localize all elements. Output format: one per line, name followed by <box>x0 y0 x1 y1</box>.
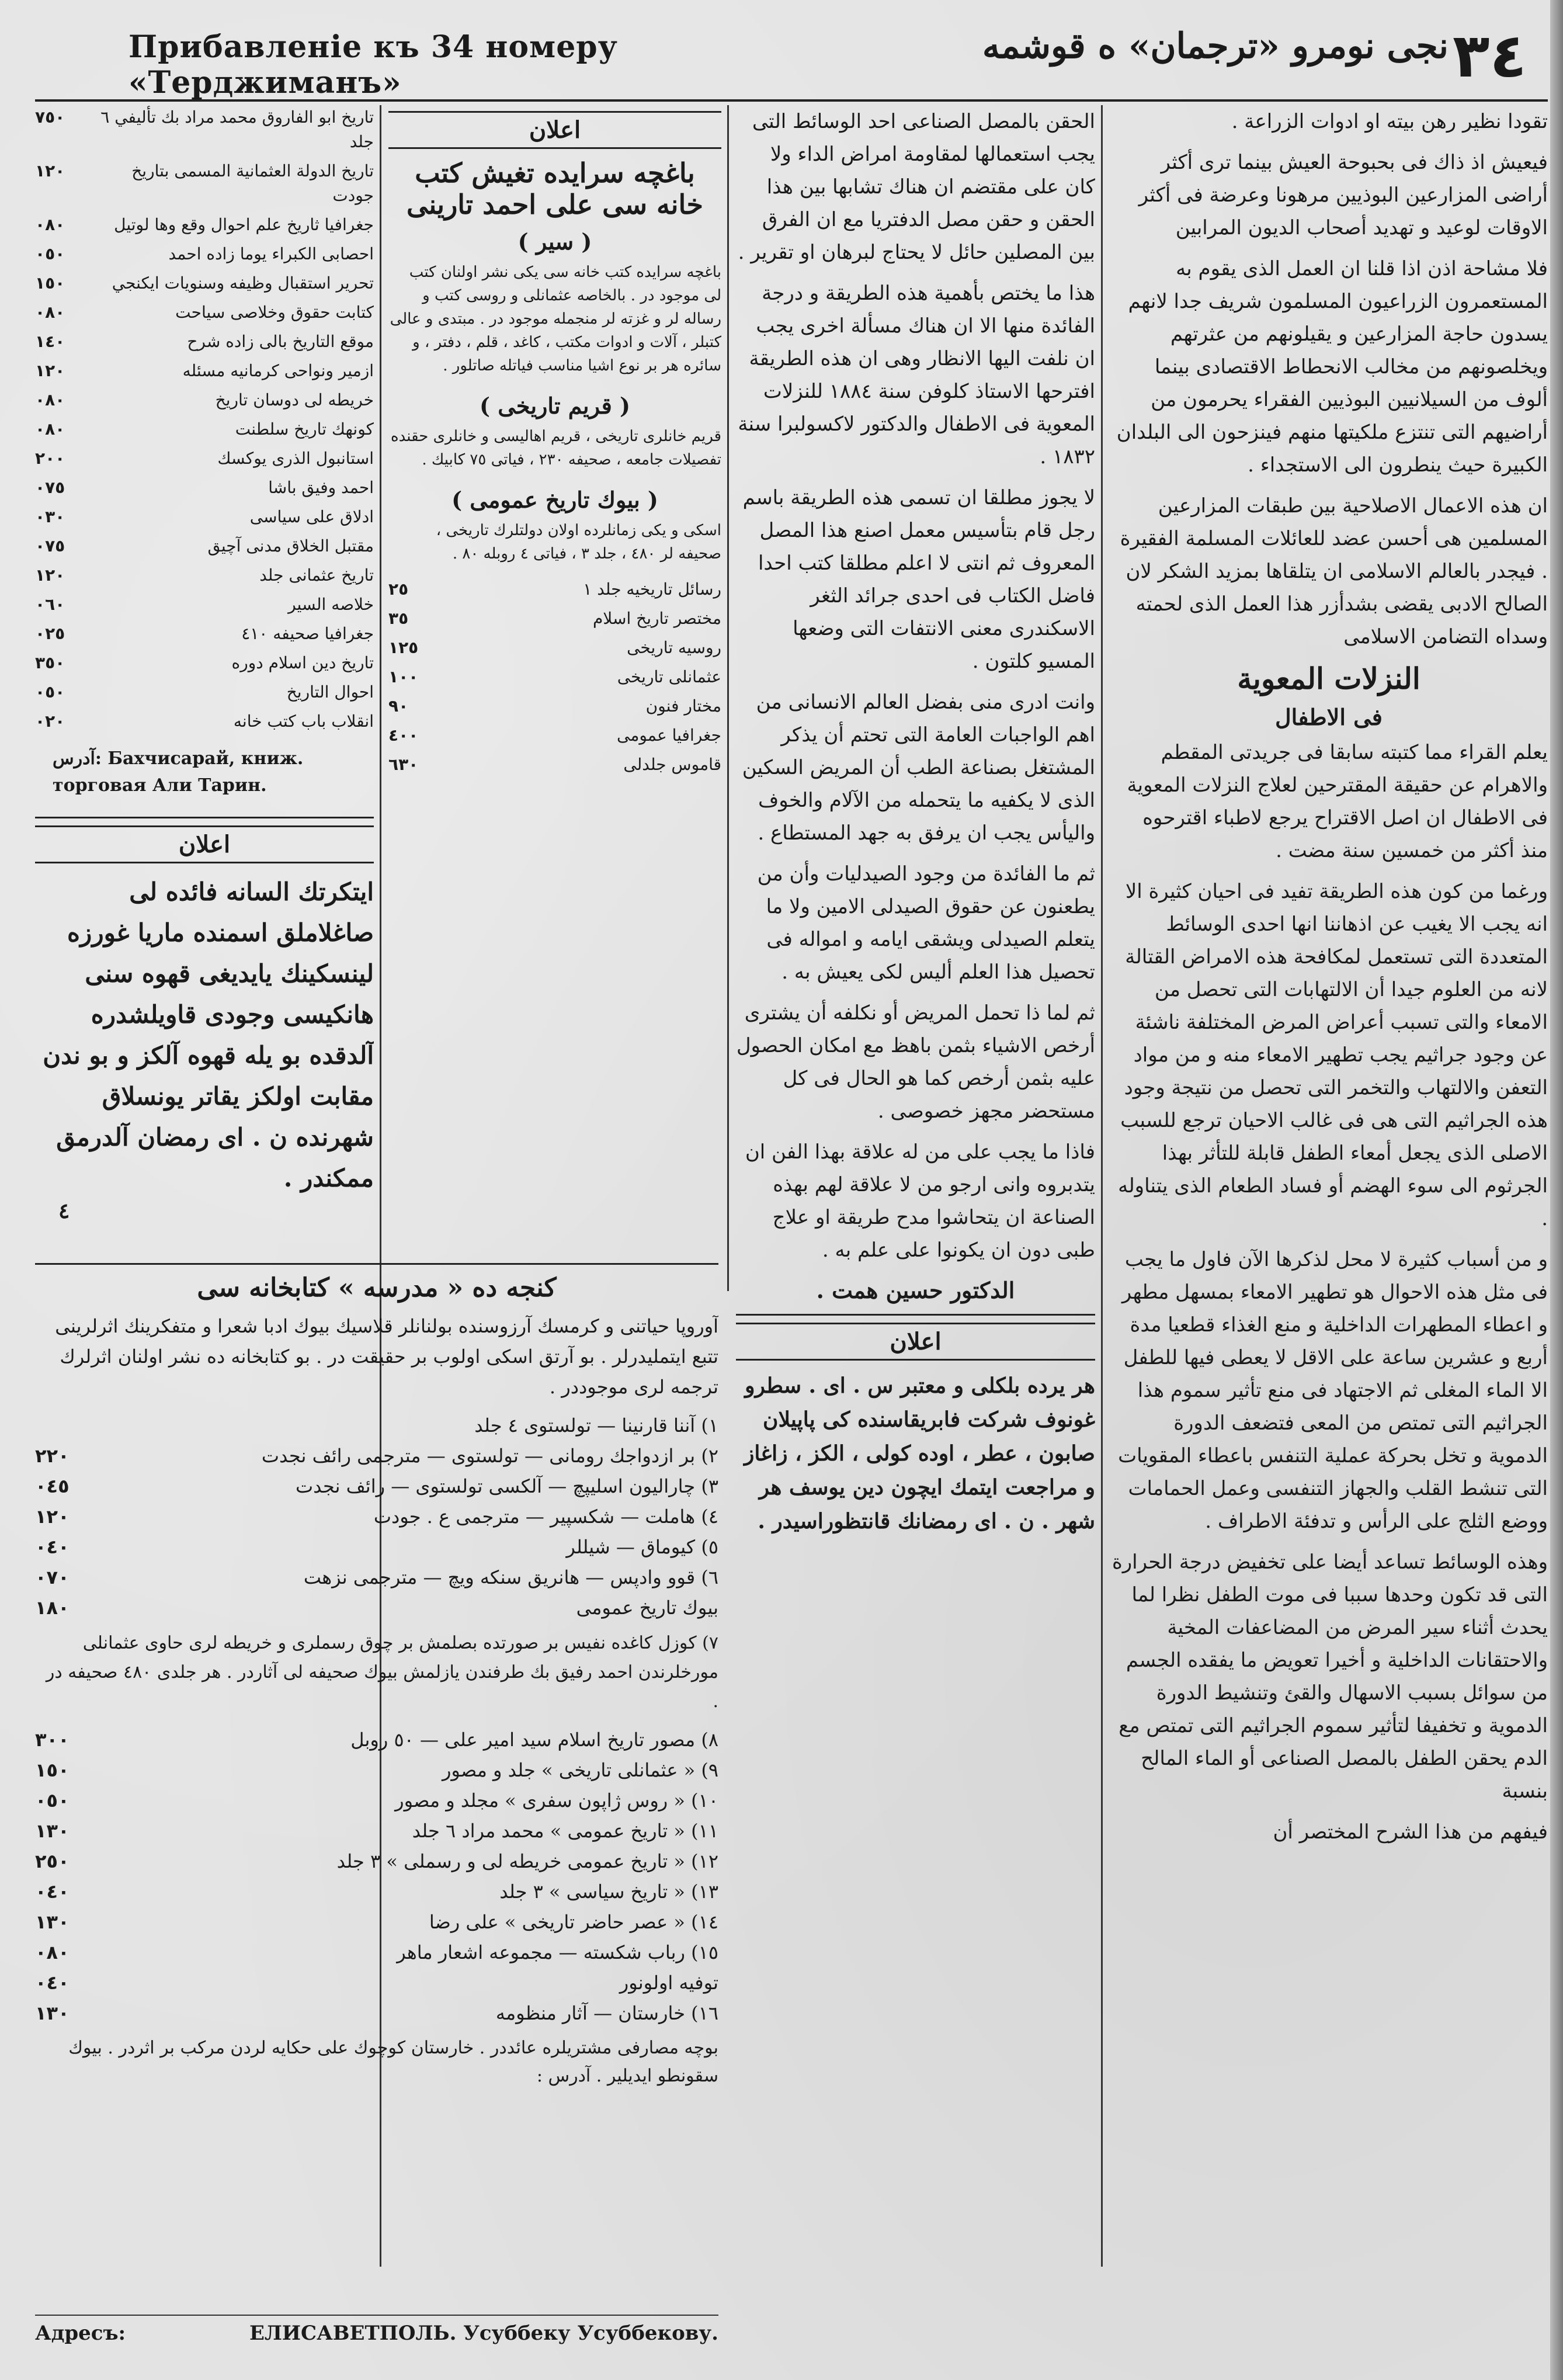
book-title: ٢) بر ازدواجك رومانى — تولستوى — مترجمى رائف نجدت <box>261 1445 718 1467</box>
column-rule <box>727 105 729 1291</box>
library-body: باغچه سرايده كتب خانه سى يكى نشر اولنان كتب لى موجود در . بالخاصه عثمانلى و روسى كتب و رساله لر و غزته لر منجمله موجود در . مبتدى و عالى كتبلر ، آلات و ادوات مكتب ، كاغد ، قلم ، دفتر ، و سائره هر بر نوع اشيا مناسب فياتله صاتلور . <box>390 263 721 374</box>
history-books-list <box>35 1725 718 2028</box>
book-item <box>35 1937 718 1968</box>
book-title: ٩) « عثمانلى تاريخى » جلد و مصور <box>442 1759 718 1781</box>
catalog-row <box>35 446 374 471</box>
book-item <box>35 1907 718 1937</box>
books-intro: آوروپا حياتنى و كرمسك آرزوسنده بولنانلر قلاسيك بيوك ادبا شعرا و متفكرينك اثرلرينى تتبع ايتمليدرلر . بو آرتق اسكى اولوب بر حقيقت در . بو كتابخانه ده نشر اولنان اثرلرك ترجمه لرى موجوددر . <box>55 1315 718 1398</box>
page-edge <box>1550 0 1563 2380</box>
price-value: ١٢٥ <box>388 638 419 657</box>
book-title: ١٣) « تاريخ سياسى » ٣ جلد <box>499 1881 718 1903</box>
catalog-price: ٠٨٠ <box>35 419 65 439</box>
article-intro-paragraphs <box>1110 105 1548 653</box>
catalog-row <box>35 505 374 529</box>
body-paragraph: وهذه الوسائط تساعد أيضا على تخفيض درجة الحرارة التى قد تكون وحدها سببا فى موت الطفل نظرا لما يحدث أثناء سير المرض من المضاعفات المخية والاحتقانات الداخلية و أخيرا تعويض ما يفقده الجسم من سوائل بسبب الاسهال والقئ وتنشيط الدورة الدموية و تخفيفا لتأثير سموم الجراثيم التى تمتص مع الدم يحقن الطفل بالمصل الصناعى أو الماء المالح بنسبة <box>1112 1550 1548 1803</box>
middle-heading: اعلان <box>388 111 721 149</box>
article-paragraphs <box>736 105 1095 1267</box>
price-desc: روسيه تاريخى <box>627 638 721 657</box>
library-title: باغچه سرايده تغيش كتب خانه سى على احمد تارينى <box>407 157 703 220</box>
book-item <box>35 1755 718 1785</box>
intro-paragraph: ان هذه الاعمال الاصلاحية بين طبقات المزارعين المسلمين هى أحسن عضد للعائلات المسلمة الفقيرة . فيجدر بالعالم الاسلامى ان يتلقاها بمزيد الشكر لان الصالح الادبى يقضى بشدأزر هذا العمل الذى لحمته وسداه التضامن الاسلامى <box>1120 494 1548 648</box>
book-item <box>35 1816 718 1846</box>
books-closing: بوچه مصارفى مشتريلره عائددر . خارستان كوچوك على حكايه لردن مركب بر اثردر . بيوك سقونطو ايديلير . آدرس : <box>68 2038 718 2086</box>
book-title: ١٢) « تاريخ عمومى خريطه لى و رسملى » ٣ جلد <box>336 1850 718 1872</box>
book-title: ١٥) رباب شكسته — مجموعه اشعار ماهر <box>397 1941 718 1963</box>
price-row <box>388 723 721 748</box>
book-item <box>35 1501 718 1532</box>
catalog-price: ٢٠٠ <box>35 449 65 468</box>
world-history-body: اسكى و يكى زمانلرده اولان دولتلرك تاريخى ، صحيفه لر ٤٨٠ ، جلد ٣ ، فياتى ٤ روبله ٨٠ . <box>436 522 721 563</box>
price-desc: جغرافيا عمومى <box>616 726 721 745</box>
book-price: ١٥٠ <box>35 1759 70 1781</box>
article-paragraph: ثم ما الفائدة من وجود الصيدليات وأن من يطعنون عن حقوق الصيدلى الامين ولا ما يتعلم الصيدلى ويشقى ايامه و امواله فى تحصيل هذا العلم أليس لكى يعيش به . <box>757 862 1095 984</box>
catalog-address: آدرس: Бахчисарай, книж. торговая Али Тарин. <box>53 748 304 796</box>
book-item <box>35 1532 718 1562</box>
soap-ad-body: هر يرده بلكلى و معتبر س . اى . سطرو غونوف شركت فابريقاسنده كى پاپيلان صابون ، عطر ، اوده كولى ، الكز ، زاغاز و مراجعت ايتمك ايچون دين يوسف هر شهر . ن . اى رمضانك قانتظوراسيدر . <box>744 1373 1095 1534</box>
book-price: ٠٥٠ <box>35 1789 70 1812</box>
catalog-price: ٠٨٠ <box>35 303 65 322</box>
catalog-desc: تاريخ الدولة العثمانية المسمى بتاريخ جودت <box>131 161 374 205</box>
book-title: ٨) مصور تاريخ اسلام سيد امير على — ٥٠ روبل <box>350 1729 718 1751</box>
catalog-row <box>35 242 374 266</box>
catalog-row <box>35 300 374 325</box>
catalog-desc: تاريخ دين اسلام دوره <box>231 653 374 672</box>
catalog-row <box>35 709 374 734</box>
body-paragraph: و من أسباب كثيرة لا محل لذكرها الآن فاول ما يجب فى مثل هذه الاحوال هو تطهير الامعاء بمسهل مطهر و اعطاء المطهرات الداخلية و منع الغذاء قطعيا مدة أربع و عشرين ساعة على الاقل لا يعطى فيها للطفل الا الماء المغلى ثم الاجتهاد فى منع تأثير سموم هذا الجراثيم التى تمتص من المعى فتضعف الدورة الدموية و تخل بحركة عملية التنفس باعطاء المقويات التى تنشط القلب والجهاز التنفسى وعمل الحمامات ووضع الثلج على الرأس و تدفئة الاطراف . <box>1118 1248 1548 1533</box>
book-item <box>35 1998 718 2028</box>
book-item <box>35 1876 718 1907</box>
price-value: ٦٣٠ <box>388 755 419 774</box>
masthead <box>35 20 1548 102</box>
book-title: ٦) قوو وادپس — هانريق سنكه ويچ — مترجمى نزهت <box>303 1566 718 1588</box>
library-subtitle: ( سير ) <box>517 228 592 255</box>
book-item <box>35 1410 718 1441</box>
article-signature: الدكتور حسين همت . <box>816 1277 1015 1303</box>
book-price: ٢٢٠ <box>35 1445 70 1467</box>
book-price: ١٣٠ <box>35 1820 70 1842</box>
article-paragraph: لا يجوز مطلقا ان تسمى هذه الطريقة باسم رجل قام بتأسيس معمل اصنع هذا المصل المعروف ثم انتى لا اعلم مطلقا كتب احدا فاضل الكتاب فى احدى جرائد الثغر الاسكندرى معنى الانتفات التى وضعها المسيو كلتون . <box>742 486 1095 673</box>
arabic-supplement-title <box>818 26 1536 96</box>
supplement-title: Прибавленіе къ 34 номеру «Терджиманъ» <box>128 29 618 100</box>
article-paragraph: الحقن بالمصل الصناعى احد الوسائط التى يجب استعمالها لمقاومة امراض الداء ولا كان على مقتضم ان هناك تشابها بين هذا الحقن و حقن مصل الدفتريا مع ان الفرق بين المصلين حائل لا يحتاج لبرهان او تقرير . <box>738 110 1095 264</box>
catalog-price: ٣٥٠ <box>35 653 65 672</box>
price-desc: مختار فنون <box>645 696 721 716</box>
catalog-row <box>35 388 374 412</box>
divider <box>35 817 374 818</box>
catalog-row <box>35 271 374 296</box>
catalog-desc: تاريخ عثمانى جلد <box>259 565 374 585</box>
catalog-price: ٠٧٥ <box>35 536 65 556</box>
price-value: ٤٠٠ <box>388 726 419 745</box>
article-title: النزلات المعوية <box>1237 661 1420 696</box>
article-subtitle: فى الاطفال <box>1275 704 1383 730</box>
catalog-price: ٠٨٠ <box>35 390 65 410</box>
catalog-price: ٠٢٠ <box>35 712 65 731</box>
column-rule <box>1101 105 1103 2267</box>
price-row <box>388 752 721 777</box>
address-text: ЕЛИСАВЕТПОЛЬ. Усуббеку Усуббекову. <box>249 2322 718 2345</box>
address-label: Адресъ: <box>35 2322 126 2345</box>
book-price: ٠٤٠ <box>35 1881 70 1903</box>
book-title: ٣) چاراليون اسليپچ — آلكسى تولستوى — رائف نجدت <box>296 1475 718 1497</box>
book-item <box>35 1725 718 1755</box>
catalog-row <box>35 476 374 500</box>
price-desc: رسائل تاريخيه جلد ١ <box>583 580 721 599</box>
price-desc: قاموس جلدلى <box>623 755 721 774</box>
catalog-desc: جغرافيا ثاريخ علم احوال وقع وها لوتيل <box>114 215 374 234</box>
price-row <box>388 606 721 631</box>
price-row <box>388 665 721 689</box>
intro-paragraph: فلا مشاحة اذن اذا قلنا ان العمل الذى يقوم به المستعمرون الزراعيون المسلمون شريف جدا لانهم يسدون حاجة المزارعين و يقيلونهم من عثرتهم ويخلصونهم من مخالب الانحطاط الاقتصادى بينما ألوف من السيلانيين البوذيين الفقراء يحرمون من أراضيهم التى تنتزع ملكيتها منهم فينزحون الى البلدان الكبيرة حيث ينطرون الى الاستجداء . <box>1116 257 1548 477</box>
book-price: ١٣٠ <box>35 2002 70 2024</box>
price-desc: مختصر تاريخ اسلام <box>592 609 721 628</box>
section-world-history: ( بيوك تاريخ عمومى ) <box>451 487 658 513</box>
book-price: ٠٤٥ <box>35 1475 70 1497</box>
arabic-title-text: نجی نومرو «ترجمان» ه قوشمه <box>982 26 1449 67</box>
catalog-desc: خلاصه السير <box>288 595 374 614</box>
catalog-desc: موقع التاريخ بالى زاده شرح <box>187 332 374 351</box>
body-paragraph: ورغما من كون هذه الطريقة تفيد فى احيان كثيرة الا انه يجب الا يغيب عن اذهاننا انها احدى الوسائط المتعددة التى تستعمل لمكافحة هذه الامراض القتالة لانه من العلوم جيدا أن الالتهابات التى تحصل من الامعاء والتى تسبب أعراض المرض المختلفة ناشئة عن وجود جراثيم يجب تطهير الامعاء منه و من مواد التعفن والالتهاب والتخمر التى تحصل من نتيجة وجود هذه الجراثيم التى هى فى غالب الاحيان ترجع للسبب الاصلى الذى يجعل أمعاء الطفل قابلة للتأثر بهذا الجرثوم الى سوء الهضم أو فساد الطعام الذى يتناوله . <box>1118 880 1548 1230</box>
catalog-price: ٧٥٠ <box>35 107 65 127</box>
catalog-price: ١٤٠ <box>35 332 65 351</box>
book-title: بيوك تاريخ عمومى <box>576 1597 718 1619</box>
book-title: ١٤) « عصر حاضر تاريخى » على رضا <box>429 1911 718 1933</box>
book-item <box>35 1846 718 1876</box>
catalog-price: ٠٢٥ <box>35 624 65 643</box>
catalog-desc: تاريخ ابو الفاروق محمد مراد بك تأليفي ٦ جلد <box>100 107 374 151</box>
books-list <box>35 1410 718 1623</box>
catalog-row <box>35 680 374 705</box>
catalog-desc: استانبول الذرى يوكسك <box>217 449 374 468</box>
ad-body: ايتكرتك السانه فائده لى صاغلاملق اسمنده ماريا غورزه لينسكينك يايديغى قهوه سنى هانكيسى وجودى قاويلشدره آلدقده بو يله قهوه آلكز و بو ندن مقابت اولكز يقاتر يونسلاق شهرنده ن . اى رمضان آلدرمق ممكندر . <box>43 877 374 1192</box>
catalog-desc: كتابت حقوق وخلاصى سياحت <box>175 303 374 322</box>
section-crimea-history: ( قريم تاريخى ) <box>480 393 630 419</box>
catalog-price: ٠٥٠ <box>35 244 65 263</box>
catalog-desc: احصابی الكبراء يوما زاده احمد <box>168 244 374 263</box>
article-continuation-column <box>736 105 1095 2278</box>
catalog-price: ٠٨٠ <box>35 215 65 234</box>
book-price: ٠٧٠ <box>35 1566 70 1588</box>
body-paragraph: يعلم القراء مما كتبته سابقا فى جريدتى المقطم والاهرام عن حقيقة المقترحين لعلاج النزلات المعوية فى الاطفال ان اصل الاقتراح يرجع لاطباء اقترحوه منذ أكثر من خمسين سنة مضت . <box>1127 741 1548 862</box>
catalog-row <box>35 534 374 558</box>
catalog-row <box>35 563 374 588</box>
price-row <box>388 577 721 602</box>
catalog-desc: احمد وفيق باشا <box>268 478 374 497</box>
catalog-price: ١٢٠ <box>35 565 65 585</box>
catalog-row <box>35 417 374 442</box>
price-row <box>388 636 721 660</box>
catalog-desc: خريطه لى دوسان تاريخ <box>215 390 374 410</box>
book-item <box>35 1471 718 1501</box>
catalog-price: ١٢٠ <box>35 161 65 181</box>
history-intro: ٧) كوزل كاغده نفيس بر صورتده بصلمش بر چوق رسملرى و خريطه لرى حاوى عثمانلى مورخلرندن احمد رفيق بك طرفندن يازلمش بيوك صحيفه لى آثاردر . هر جلدى ٤٨٠ صحيفه در . <box>46 1633 718 1712</box>
book-price <box>35 1410 88 1441</box>
article-body-paragraphs <box>1110 736 1548 1848</box>
intro-paragraph: تقودا نظير رهن بيته او ادوات الزراعة . <box>1231 110 1548 133</box>
price-value: ٢٥ <box>388 580 409 599</box>
catalog-desc: مقتبل الخلاق مدنى آچيق <box>207 536 374 556</box>
ad-heading: اعلان <box>35 825 374 863</box>
issue-number: ٣٤ <box>1453 20 1527 91</box>
article-paragraph: هذا ما يختص بأهمية هذه الطريقة و درجة الفائدة منها الا ان هناك مسألة اخرى يجب ان نلفت اليها الانظار وهى ان هذه الطريقة افترحها الاستاذ كلوفن سنة ١٨٨٤ للنزلات المعوية فى الاطفال والدكتور لاكسولبرا سنة ١٨٣٢ . <box>738 282 1095 469</box>
catalog-desc: كونهك تاريخ سلطنت <box>235 419 374 439</box>
divider <box>35 1263 718 1265</box>
catalog-price: ٠٧٥ <box>35 478 65 497</box>
book-item <box>35 1562 718 1593</box>
price-desc: عثمانلى تاريخى <box>617 667 721 686</box>
article-paragraph: فاذا ما يجب على من له علاقة بهذا الفن ان يتدبروه وانى ارجو من لا علاقة لهم بهذه الصناعة ان يتحاشوا مدح طريقة او علاج طبى دون ان يكونوا على علم به . <box>745 1140 1095 1262</box>
catalog-desc: تحرير استقبال وظيفه وسنويات ايكنجي <box>112 273 374 293</box>
catalog-row <box>35 592 374 617</box>
intro-paragraph: فيعيش اذ ذاك فى بحبوحة العيش بينما ترى أكثر أراضى المزارعين البوذيين مرهونا وعرضة فى أكثر الاوقات لوعيد و تهديد أصحاب الديون المرابين <box>1138 151 1548 240</box>
article-paragraph: ثم لما ذا تحمل المريض أو نكلفه أن يشترى أرخص الاشياء بثمن باهظ مع امكان الحصول عليه بثمن أرخص كما هو الحال فى كل مستحضر مجهز خصوصى . <box>736 1001 1095 1123</box>
catalog-list <box>35 105 374 734</box>
catalog-row <box>35 213 374 237</box>
middle-price-list <box>388 577 721 777</box>
divider <box>736 1314 1095 1316</box>
catalog-desc: جغرافيا صحيفه ٤١٠ <box>241 624 374 643</box>
catalog-price: ٠٦٠ <box>35 595 65 614</box>
books-heading: كنجه ده « مدرسه » كتابخانه سى <box>197 1273 557 1303</box>
price-value: ٣٥ <box>388 609 409 628</box>
book-title: ١٦) خارستان — آثار منظومه <box>495 2002 718 2024</box>
crimea-history-body: قريم خانلرى تاريخى ، قريم اهاليسى و خانلرى حقنده تفصيلات جامعه ، صحيفه ٢٣٠ ، فياتى ٧٥ كابيك . <box>391 428 721 469</box>
catalog-price: ٠٣٠ <box>35 507 65 526</box>
book-price: ٢٥٠ <box>35 1850 70 1872</box>
catalog-desc: انقلاب باب كتب خانه <box>233 712 374 731</box>
book-title: ١١) « تاريخ عمومى » محمد مراد ٦ جلد <box>412 1820 718 1842</box>
price-value: ٩٠ <box>388 696 409 716</box>
price-value: ١٠٠ <box>388 667 419 686</box>
article-paragraph: وانت ادرى منى بفضل العالم الانسانى من اهم الواجبات العامة التى تحتم أن يذكر المشتغل بصناعة الطب أن المريض السكين الذى لا يكفيه ما يتحمله من الآلام والخوف واليأس يجب ان يرفق به جهد المستطاع . <box>742 691 1095 845</box>
catalog-desc: احوال التاريخ <box>286 682 374 702</box>
book-title: توفيه اولونور <box>619 1972 718 1994</box>
catalog-price: ١٢٠ <box>35 361 65 380</box>
book-price: ٣٠٠ <box>35 1729 70 1751</box>
catalog-desc: ادلاق على سياسى <box>249 507 374 526</box>
catalog-price: ١٥٠ <box>35 273 65 293</box>
catalog-row <box>35 105 374 154</box>
catalog-row <box>35 622 374 646</box>
book-price: ٠٤٠ <box>35 1972 70 1994</box>
price-row <box>388 694 721 719</box>
book-title: ١) آننا قارنينا — تولستوى ٤ جلد <box>474 1414 718 1437</box>
book-title: ١٠) « روس ژاپون سفرى » مجلد و مصور <box>395 1789 718 1812</box>
book-price: ٠٤٠ <box>35 1536 70 1558</box>
book-item <box>35 1968 718 1998</box>
books-catalog <box>35 1256 718 2302</box>
body-paragraph: فيفهم من هذا الشرح المختصر أن <box>1273 1820 1548 1844</box>
book-title: ٤) هاملت — شكسپير — مترجمى ع . جودت <box>373 1505 718 1528</box>
library-ad-column <box>388 105 721 1274</box>
book-price: ١٢٠ <box>35 1505 70 1528</box>
catalog-desc: ازمير ونواحى كرمانيه مسئله <box>182 361 374 380</box>
catalog-price: ٠٥٠ <box>35 682 65 702</box>
book-item <box>35 1785 718 1816</box>
book-item <box>35 1593 718 1623</box>
book-price: ١٣٠ <box>35 1911 70 1933</box>
soap-ad-heading: اعلان <box>736 1323 1095 1361</box>
catalog-row <box>35 359 374 383</box>
books-footer-address <box>35 2315 718 2362</box>
book-title: ٥) كيوماق — شيللر <box>566 1536 718 1558</box>
main-article-column <box>1110 105 1548 2278</box>
book-price: ٠٨٠ <box>35 1941 70 1963</box>
book-item <box>35 1441 718 1471</box>
catalog-row <box>35 651 374 675</box>
catalog-row <box>35 159 374 208</box>
catalog-row <box>35 329 374 354</box>
book-price: ١٨٠ <box>35 1597 70 1619</box>
ad-mark: ٤ <box>58 1199 70 1223</box>
